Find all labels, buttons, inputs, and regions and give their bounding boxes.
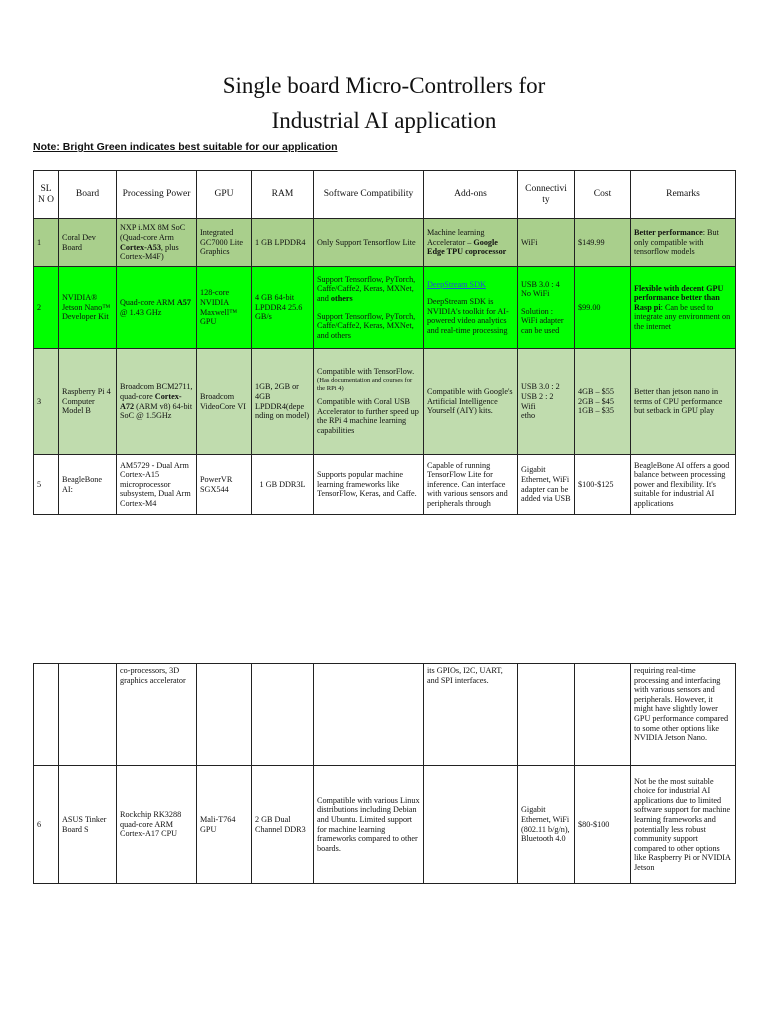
cell-ram (252, 664, 314, 766)
cell-remarks: Flexible with decent GPU performance better than Rasp pi: Can be used to integrate any environment on the internet (631, 267, 736, 349)
cell-ram: 4 GB 64-bit LPDDR4 25.6 GB/s (252, 267, 314, 349)
page-title-line-2: Industrial AI application (271, 108, 497, 133)
comparison-table (33, 170, 736, 515)
header-processing-power: Processing Power (117, 171, 197, 219)
cell-board: Coral Dev Board (59, 219, 117, 267)
cell-processing: Quad-core ARM A57 @ 1.43 GHz (117, 267, 197, 349)
cell-remarks: requiring real-time processing and interfacing with various sensors and peripherals. However, it might have slightly lower GPU performance compared to some other options like NVIDIA Jetson Nano. (631, 664, 736, 766)
cell-gpu: Mali-T764 GPU (197, 766, 252, 884)
note-text: Note: Bright Green indicates best suitable for our application (33, 141, 338, 153)
header-gpu: GPU (197, 171, 252, 219)
cell-addons: DeepStream SDK DeepStream SDK is NVIDIA's toolkit for AI-powered video analytics and real-time processing (424, 267, 518, 349)
cell-ram: 1 GB LPDDR4 (252, 219, 314, 267)
cell-processing: NXP i.MX 8M SoC (Quad-core Arm Cortex-A53, plus Cortex-M4F) (117, 219, 197, 267)
cell-gpu (197, 664, 252, 766)
cell-connectivity: Gigabit Ethernet, WiFi adapter can be added via USB (518, 455, 575, 515)
cell-remarks: Better than jetson nano in terms of CPU performance but setback in GPU play (631, 349, 736, 455)
cell-ram: 1 GB DDR3L (252, 455, 314, 515)
cell-addons (424, 766, 518, 884)
cell-gpu: Integrated GC7000 Lite Graphics (197, 219, 252, 267)
cell-board: ASUS Tinker Board S (59, 766, 117, 884)
cell-gpu: Broadcom VideoCore VI (197, 349, 252, 455)
table-row (34, 455, 736, 515)
cell-connectivity: USB 3.0 : 2 USB 2 : 2 Wifi etho (518, 349, 575, 455)
header-software: Software Compatibility (314, 171, 424, 219)
cell-addons: its GPIOs, I2C, UART, and SPI interfaces. (424, 664, 518, 766)
cell-no: 6 (34, 766, 59, 884)
cell-connectivity (518, 664, 575, 766)
header-slno: SL N O (34, 171, 59, 219)
header-ram: RAM (252, 171, 314, 219)
header-connectivity: Connectivi ty (518, 171, 575, 219)
cell-cost: $100-$125 (575, 455, 631, 515)
cell-software: Compatible with TensorFlow. (Has documentation and courses for the RPi 4) Compatible with Coral USB Accelerator to further speed up the RPi 4 machine learning capabilities (314, 349, 424, 455)
cell-board (59, 664, 117, 766)
cell-no (34, 664, 59, 766)
cell-cost: $80-$100 (575, 766, 631, 884)
cell-gpu: PowerVR SGX544 (197, 455, 252, 515)
table-header-row (34, 171, 736, 219)
cell-cost: $149.99 (575, 219, 631, 267)
comparison-table-continued (33, 663, 736, 884)
cell-no: 5 (34, 455, 59, 515)
cell-software: Only Support Tensorflow Lite (314, 219, 424, 267)
cell-addons: Machine learning Accelerator – Google Edge TPU coprocessor (424, 219, 518, 267)
cell-board: NVIDIA® Jetson Nano™ Developer Kit (59, 267, 117, 349)
cell-no: 1 (34, 219, 59, 267)
header-cost: Cost (575, 171, 631, 219)
header-addons: Add-ons (424, 171, 518, 219)
cell-board: BeagleBone AI: (59, 455, 117, 515)
cell-no: 3 (34, 349, 59, 455)
cell-processing: Rockchip RK3288 quad-core ARM Cortex-A17 CPU (117, 766, 197, 884)
cell-processing: co-processors, 3D graphics accelerator (117, 664, 197, 766)
cell-addons: Capable of running TensorFlow Lite for inference. Can interface with various sensors and peripherals through (424, 455, 518, 515)
cell-software: Compatible with various Linux distributions including Debian and Ubuntu. Limited support for machine learning frameworks compared to other boards. (314, 766, 424, 884)
cell-remarks: BeagleBone AI offers a good balance between processing power and flexibility. It's suitable for industrial AI applications (631, 455, 736, 515)
table-row (34, 664, 736, 766)
cell-addons: Compatible with Google's Artificial Intelligence Yourself (AIY) kits. (424, 349, 518, 455)
cell-no: 2 (34, 267, 59, 349)
cell-software: Support Tensorflow, PyTorch, Caffe/Caffe2, Keras, MXNet, and others Support Tensorflow, PyTorch, Caffe/Caffe2, Keras, MXNet, and others (314, 267, 424, 349)
cell-remarks: Not be the most suitable choice for industrial AI applications due to limited software support for machine learning frameworks and potentially less robust community support compared to other options like Raspberry Pi or NVIDIA Jetson (631, 766, 736, 884)
deepstream-sdk-link[interactable]: DeepStream SDK (427, 279, 486, 289)
cell-cost (575, 664, 631, 766)
header-remarks: Remarks (631, 171, 736, 219)
cell-gpu: 128-core NVIDIA Maxwell™ GPU (197, 267, 252, 349)
cell-board: Raspberry Pi 4 Computer Model B (59, 349, 117, 455)
cell-processing: Broadcom BCM2711, quad-core Cortex-A72 (ARM v8) 64-bit SoC @ 1.5GHz (117, 349, 197, 455)
cell-software (314, 664, 424, 766)
cell-connectivity: WiFi (518, 219, 575, 267)
table-row (34, 349, 736, 455)
cell-remarks: Better performance: But only compatible with tensorflow models (631, 219, 736, 267)
cell-ram: 2 GB Dual Channel DDR3 (252, 766, 314, 884)
cell-ram: 1GB, 2GB or 4GB LPDDR4(depe nding on model) (252, 349, 314, 455)
table-row (34, 267, 736, 349)
cell-connectivity: USB 3.0 : 4 No WiFi Solution : WiFi adapter can be used (518, 267, 575, 349)
cell-cost: 4GB – $55 2GB – $45 1GB – $35 (575, 349, 631, 455)
cell-software: Supports popular machine learning frameworks like TensorFlow, Keras, and Caffe. (314, 455, 424, 515)
cell-cost: $99.00 (575, 267, 631, 349)
page-title-line-1: Single board Micro-Controllers for (222, 73, 546, 98)
header-board: Board (59, 171, 117, 219)
cell-processing: AM5729 - Dual Arm Cortex-A15 microprocessor subsystem, Dual Arm Cortex-M4 (117, 455, 197, 515)
cell-connectivity: Gigabit Ethernet, WiFi (802.11 b/g/n), Bluetooth 4.0 (518, 766, 575, 884)
table-row (34, 766, 736, 884)
table-row (34, 219, 736, 267)
